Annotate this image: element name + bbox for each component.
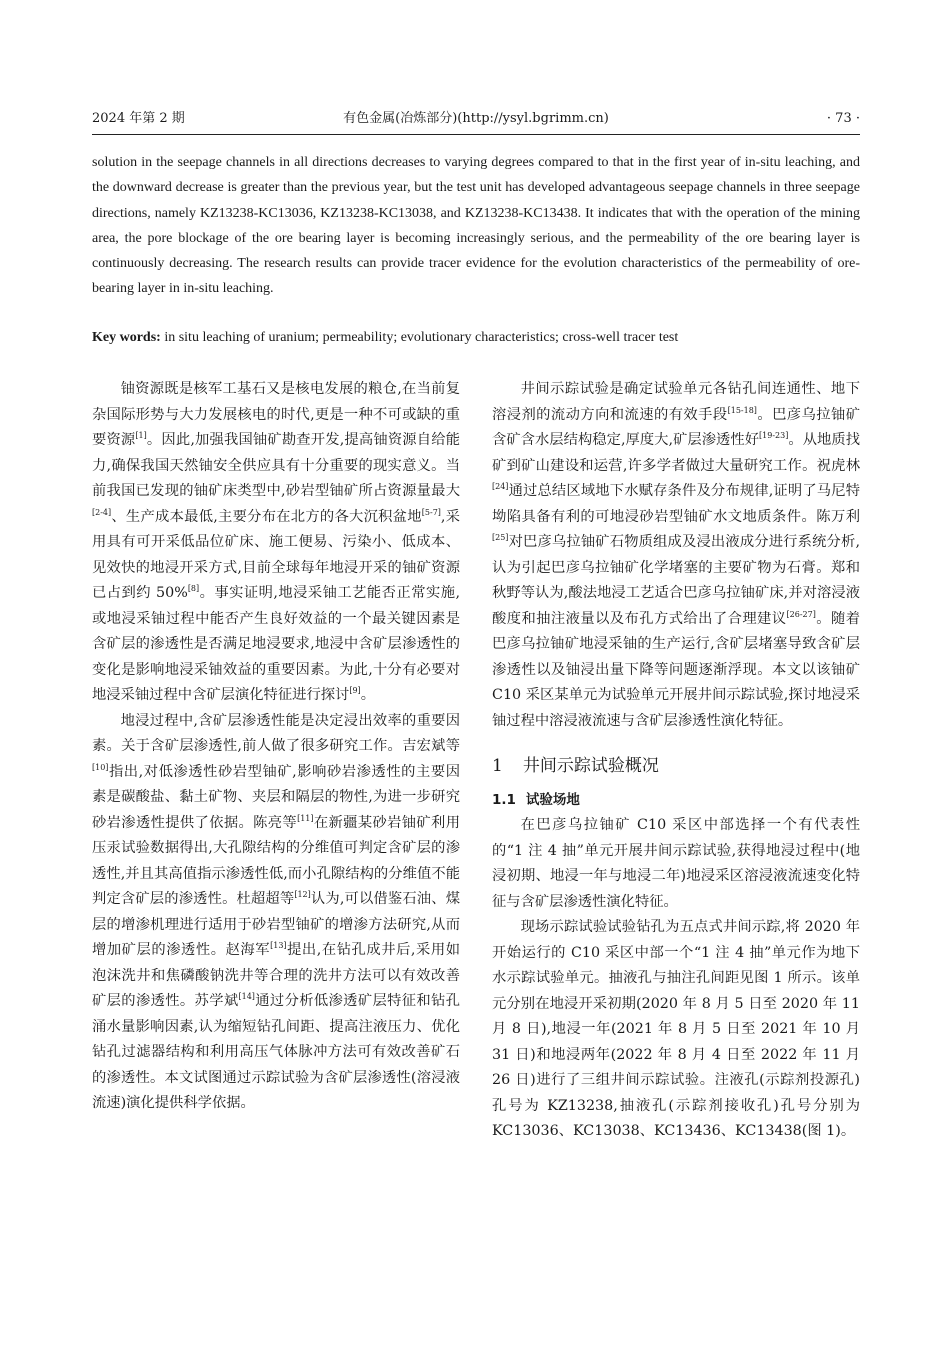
- subsection-number: 1.1: [492, 791, 516, 808]
- citation: [13]: [270, 941, 287, 951]
- citation: [14]: [238, 992, 255, 1002]
- citation: [26-27]: [786, 609, 816, 619]
- citation: [19-23]: [759, 431, 789, 441]
- right-column: [492, 377, 860, 1145]
- citation: [11]: [297, 813, 314, 823]
- paragraph: 在巴彦乌拉铀矿 C10 采区中部选择一个有代表性的“1 注 4 抽”单元开展井间示踪试验,获得地浸过程中(地浸初期、地浸一年与地浸二年)地浸采区溶浸液流速变化特征与含矿层渗透性演化特征。: [492, 817, 860, 910]
- keywords: [92, 327, 860, 349]
- citation: [5-7]: [421, 507, 441, 517]
- citation: [12]: [294, 890, 311, 900]
- paragraph: 地浸过程中,含矿层渗透性能是决定浸出效率的重要因素。关于含矿层渗透性,前人做了很多研究工作。吉宏斌等[10]指出,对低渗透性砂岩型铀矿,影响砂岩渗透性的主要因素是碳酸盐、黏土矿物、夹层和隔层的物性,为进一步研究砂岩渗透性提供了依据。陈亮等[11]在新疆某砂岩铀矿利用压汞试验数据得出,大孔隙结构的分维值可判定含矿层的渗透性,并且其高值指示渗透性低,而小孔隙结构的分维值不能判定含矿层的渗透性。杜超超等[12]认为,可以借鉴石油、煤层的增渗机理进行适用于砂岩型铀矿的增渗方法研究,从而增加矿层的渗透性。赵海军[13]提出,在钻孔成井后,采用如泡沫洗井和焦磷酸钠洗井等合理的洗井方法可以有效改善矿层的渗透性。苏学斌[14]通过分析低渗透矿层特征和钻孔涌水量影响因素,认为缩短钻孔间距、提高注液压力、优化钻孔过滤器结构和利用高压气体脉冲方法可有效改善矿石的渗透性。本文试图通过示踪试验为含矿层渗透性(溶浸液流速)演化提供科学依据。: [92, 712, 461, 1111]
- paragraph: 现场示踪试验试验钻孔为五点式井间示踪,将 2020 年开始运行的 C10 采区中部一个“1 注 4 抽”单元作为地下水示踪试验单元。抽液孔与抽注孔间距见图 1 所示。该单元分别在地浸开采初期(2020 年 8 月 5 日至 2020 年 11 月 8 日),地浸一年(2021 年 8 月 5 日至 2021 年 10 月 31 日)和地浸两年(2022 年 8 月 4 日至 2022 年 11 月 26 日)进行了三组井间示踪试验。注液孔(示踪剂投源孔)孔号为 KZ13238,抽液孔(示踪剂接收孔)孔号分别为 KC13036、KC13038、KC13436、KC13438(图 1)。: [492, 919, 860, 1139]
- section-heading: [492, 754, 860, 780]
- citation: [15-18]: [727, 405, 757, 415]
- journal-title: 有色金属(冶炼部分)(http://ysyl.bgrimm.cn): [343, 111, 609, 126]
- citation: [10]: [92, 762, 109, 772]
- citation: [8]: [187, 584, 200, 594]
- citation: [9]: [349, 686, 361, 696]
- keywords-label: Key words:: [92, 330, 161, 345]
- subsection-title: 试验场地: [525, 791, 580, 808]
- abstract-continuation: [92, 150, 860, 302]
- keywords-text: in situ leaching of uranium; permeability; evolutionary characteristics; cross-well tracer test: [164, 330, 679, 345]
- running-header: [92, 108, 860, 130]
- section-title: 井间示踪试验概况: [522, 756, 659, 776]
- citation: [25]: [492, 533, 509, 543]
- paragraph: 井间示踪试验是确定试验单元各钻孔间连通性、地下溶浸剂的流动方向和流速的有效手段[15-18]。巴彦乌拉铀矿含矿含水层结构稳定,厚度大,矿层渗透性好[19-23]。从地质找矿到矿山建设和运营,许多学者做过大量研究工作。祝虎林[24]通过总结区域地下水赋存条件及分布规律,证明了马尼特坳陷具备有利的可地浸砂岩型铀矿水文地质条件。陈万利[25]对巴彦乌拉铀矿石物质组成及浸出液成分进行系统分析,认为引起巴彦乌拉铀矿化学堵塞的主要矿物为石膏。郑和秋野等认为,酸法地浸工艺适合巴彦乌拉铀矿床,并对溶浸液酸度和抽注液量以及布孔方式给出了合理建议[26-27]。随着巴彦乌拉铀矿地浸采铀的生产运行,含矿层堵塞导致含矿层渗透性以及铀浸出量下降等问题逐渐浮现。本文以该铀矿 C10 采区某单元为试验单元开展井间示踪试验,探讨地浸采铀过程中溶浸液流速与含矿层渗透性演化特征。: [492, 381, 861, 729]
- header-rule: [92, 134, 860, 135]
- abstract-text: solution in the seepage channels in all directions decreases to varying degrees compared to that in the first year of in-situ leaching, and the downward decrease is greater than the previous year, but the test unit has developed advantageous seepage channels in three seepage directions, namely KZ13238-KC13036, KZ13238-KC13038, and KZ13238-KC13438. It indicates that with the operation of the mining area, the pore blockage of the ore bearing layer is becoming increasingly serious, and the permeability of the ore bearing layer is continuously decreasing. The research results can provide tracer evidence for the evolution characteristics of the permeability of ore-bearing layer in in-situ leaching.: [92, 155, 860, 297]
- page-number: · 73 ·: [826, 111, 860, 126]
- citation: [24]: [492, 482, 509, 492]
- paragraph: 铀资源既是核军工基石又是核电发展的粮仓,在当前复杂国际形势与大力发展核电的时代,更是一种不可或缺的重要资源[1]。因此,加强我国铀矿勘查开发,提高铀资源自给能力,确保我国天然铀安全供应具有十分重要的现实意义。当前我国已发现的铀矿床类型中,砂岩型铀矿所占资源量最大[2-4]、生产成本最低,主要分布在北方的各大沉积盆地[5-7],采用具有可开采低品位矿床、施工便易、污染小、低成本、见效快的地浸开采方式,目前全球每年地浸开采的铀矿资源已占到约 50%[8]。事实证明,地浸采铀工艺能否正常实施,或地浸采铀过程中能否产生良好效益的一个最关键因素是含矿层的渗透性是否满足地浸要求,地浸中含矿层渗透性的变化是影响地浸采铀效益的重要因素。为此,十分有必要对地浸采铀过程中含矿层演化特征进行探讨[9]。: [92, 381, 461, 703]
- citation: [2-4]: [92, 507, 112, 517]
- journal-issue: 2024 年第 2 期: [92, 111, 185, 126]
- section-number: 1: [492, 756, 503, 776]
- citation: [1]: [135, 431, 147, 441]
- subsection-heading: [492, 788, 860, 814]
- left-column: [92, 377, 460, 1117]
